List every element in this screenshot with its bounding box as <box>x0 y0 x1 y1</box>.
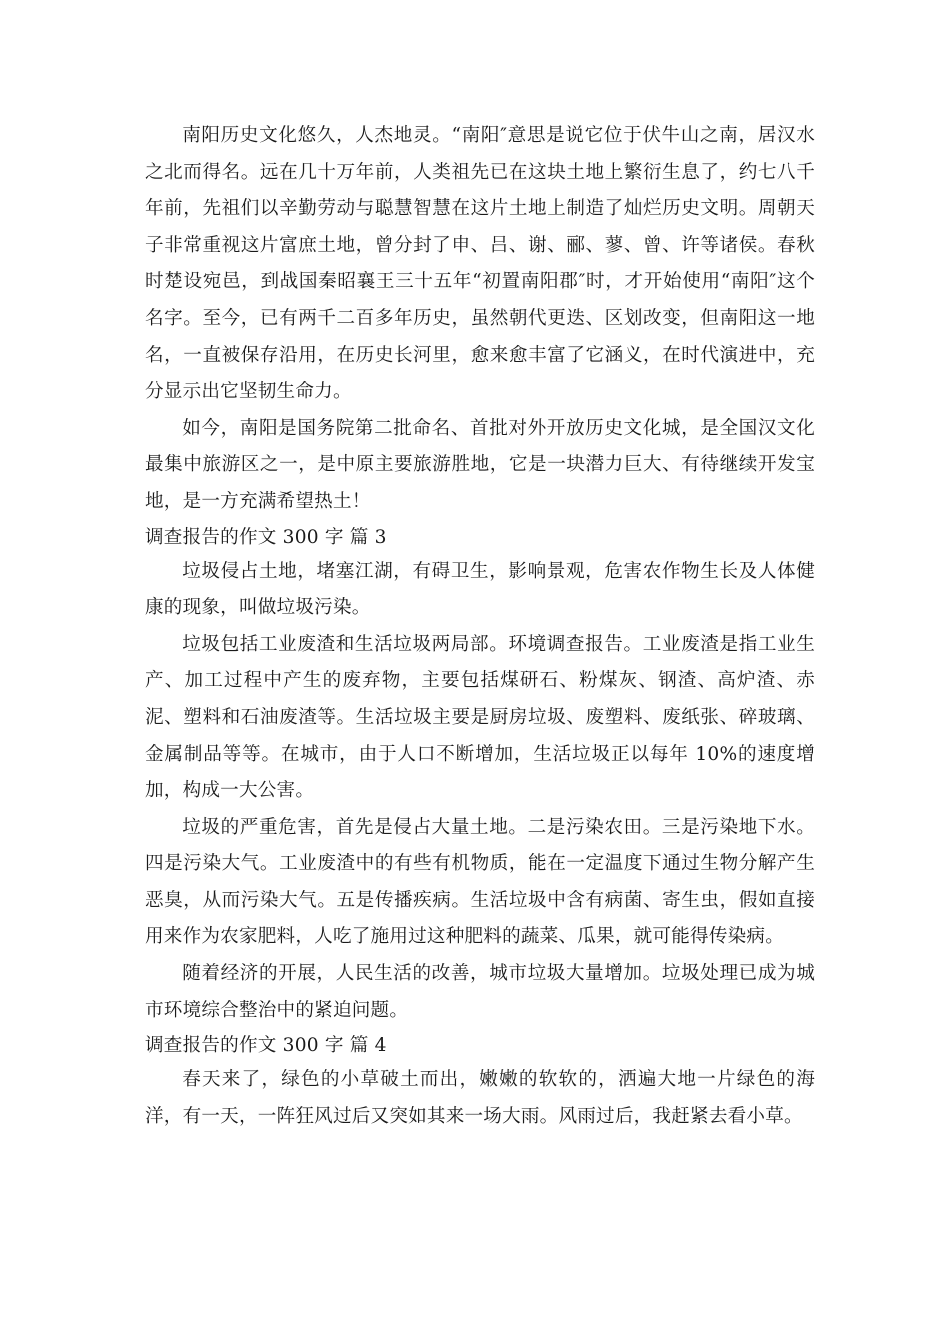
paragraph-nanyang-history: 南阳历史文化悠久，人杰地灵。“南阳″意思是说它位于伏牛山之南，居汉水之北而得名。远在几十万年前，人类祖先已在这块土地上繁衍生息了，约七八千年前，先祖们以辛勤劳动与聪慧智慧在这片土地上制造了灿烂历史文明。周朝天子非常重视这片富庶土地，曾分封了申、吕、谢、郦、蓼、曾、许等诸侯。春秋时楚设宛邑，到战国秦昭襄王三十五年“初置南阳郡″时，才开始使用“南阳″这个名字。至今，已有两千二百多年历史，虽然朝代更迭、区划改变，但南阳这一地名，一直被保存沿用，在历史长河里，愈来愈丰富了它涵义，在时代演进中，充分显示出它坚韧生命力。 <box>145 125 815 403</box>
paragraph-garbage-types: 垃圾包括工业废渣和生活垃圾两局部。环境调查报告。工业废渣是指工业生产、加工过程中产生的废弃物，主要包括煤研石、粉煤灰、钢渣、高炉渣、赤泥、塑料和石油废渣等。生活垃圾主要是厨房垃圾、废塑料、废纸张、碎玻璃、金属制品等等。在城市，由于人口不断增加，生活垃圾正以每年 10%的速度增加，构成一大公害。 <box>145 633 815 802</box>
document-page <box>145 118 815 1135</box>
section-heading-3: 调查报告的作文 300 字 篇 3 <box>145 526 387 548</box>
paragraph-garbage-definition: 垃圾侵占土地，堵塞江湖，有碍卫生，影响景观，危害农作物生长及人体健康的现象，叫做垃圾污染。 <box>145 560 815 619</box>
paragraph-garbage-harm: 垃圾的严重危害，首先是侵占大量土地。二是污染农田。三是污染地下水。四是污染大气。工业废渣中的有些有机物质，能在一定温度下通过生物分解产生恶臭，从而污染大气。五是传播疾病。生活垃圾中含有病菌、寄生虫，假如直接用来作为农家肥料，人吃了施用过这种肥料的蔬菜、瓜果，就可能得传染病。 <box>145 816 815 948</box>
section-heading-4: 调查报告的作文 300 字 篇 4 <box>145 1035 387 1057</box>
paragraph-nanyang-today: 如今，南阳是国务院第二批命名、首批对外开放历史文化城，是全国汉文化最集中旅游区之一，是中原主要旅游胜地，它是一块潜力巨大、有待继续开发宝地，是一方充满希望热土！ <box>145 417 815 512</box>
paragraph-spring-grass: 春天来了，绿色的小草破土而出，嫩嫩的软软的，洒遍大地一片绿色的海洋，有一天，一阵狂风过后又突如其来一场大雨。风雨过后，我赶紧去看小草。 <box>145 1069 815 1127</box>
paragraph-garbage-conclusion: 随着经济的开展，人民生活的改善，城市垃圾大量增加。垃圾处理已成为城市环境综合整治中的紧迫问题。 <box>145 963 815 1021</box>
